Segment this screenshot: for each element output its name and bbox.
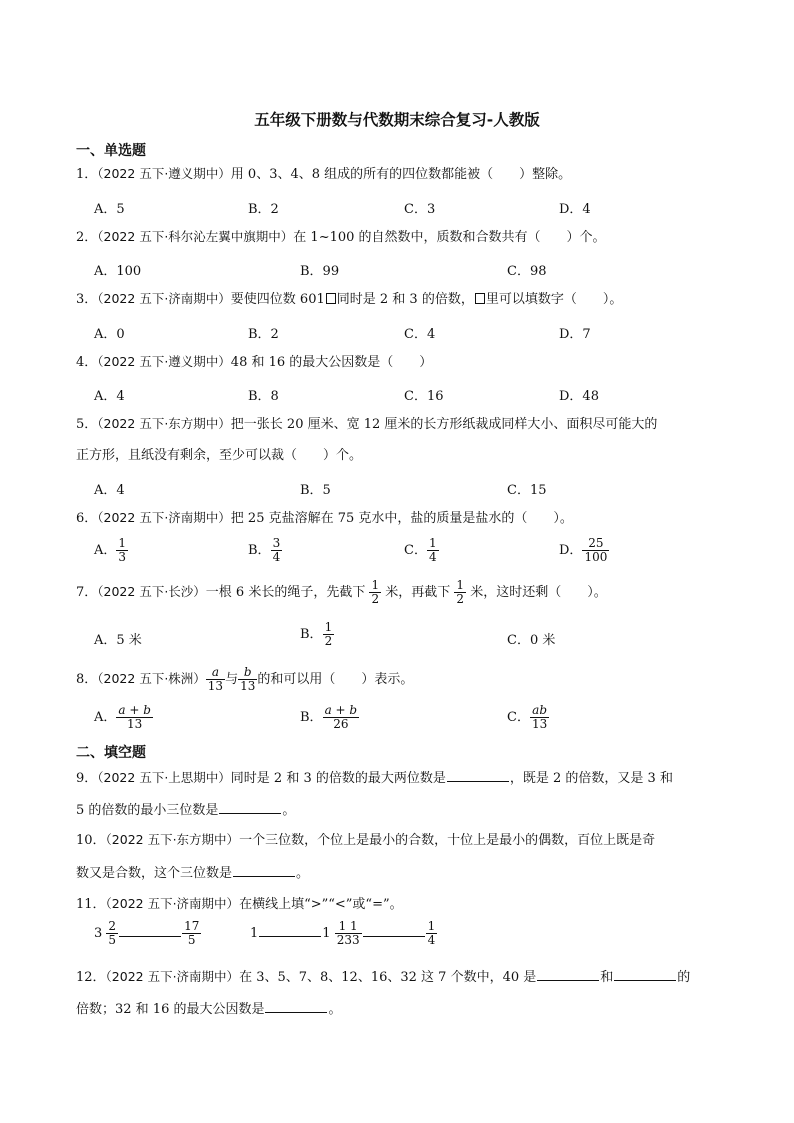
numerator: 1 [371, 578, 380, 592]
numerator: ab [532, 703, 548, 717]
option-c[interactable] [404, 537, 439, 564]
fraction [369, 579, 381, 606]
option-d[interactable]: D．48 [559, 389, 599, 404]
question-text: 数又是合数，这个三位数是 [76, 866, 233, 881]
question-text: ，既是 2 的倍数，又是 3 和 [509, 771, 673, 786]
denominator: 13 [207, 679, 224, 693]
option-label: B． [300, 710, 323, 725]
fraction [206, 666, 225, 693]
question-number: 10． [76, 833, 106, 848]
page-title: 五年级下册数与代数期末综合复习-人教版 [254, 111, 540, 129]
option-a[interactable]: A．0 [94, 327, 125, 342]
denominator: 2 [371, 592, 380, 606]
question-source: （2022 五下·遵义期中） [97, 166, 231, 181]
question-text: 同时是 2 和 3 的倍数的最大两位数是 [230, 771, 446, 786]
fraction [426, 920, 438, 947]
option-a[interactable] [94, 704, 153, 731]
question-text: 一个三位数，个位上是最小的合数，十位上是最小的偶数，百位上既是奇 [239, 833, 656, 848]
question-text: 倍数；32 和 16 的最大公因数是 [76, 1002, 265, 1017]
question-text: 。 [282, 803, 296, 818]
question-source: （2022 五下·济南期中） [97, 510, 231, 525]
option-c[interactable]: C．16 [404, 389, 444, 404]
question-number: 11． [76, 897, 106, 912]
fraction [323, 621, 335, 648]
denominator: 4 [428, 550, 437, 564]
question-text: 要使四位数 601 [230, 292, 325, 307]
question-text: 的和可以用（ ）表示。 [257, 672, 414, 687]
fraction [271, 537, 283, 564]
numerator: 2 [108, 919, 117, 933]
denominator: 2 [324, 634, 333, 648]
question-number: 3． [76, 292, 98, 307]
question-text: 48 和 16 的最大公因数是（ ） [230, 355, 433, 370]
question-text: 米，这时还剩（ ）。 [470, 585, 607, 600]
option-c[interactable]: C．3 [404, 202, 436, 217]
question-5 [76, 415, 657, 434]
numerator: 3 [272, 536, 281, 550]
fraction [335, 920, 362, 947]
question-source: （2022 五下·东方期中） [105, 832, 240, 847]
denominator: 13 [240, 679, 256, 693]
numerator: 25 [588, 536, 604, 550]
fraction [106, 920, 118, 947]
answer-blank[interactable] [363, 923, 425, 937]
numerator: a + b [118, 703, 151, 717]
option-c[interactable]: C．98 [507, 264, 547, 279]
denominator: 233 [336, 933, 360, 947]
question-text: 在 3、5、7、8、12、16、32 这 7 个数中，40 是 [239, 970, 537, 985]
fraction [116, 537, 128, 564]
question-number: 8． [76, 672, 98, 687]
option-label: C． [507, 710, 530, 725]
question-2 [76, 228, 606, 247]
section-heading-single-choice: 一、单选题 [76, 143, 146, 159]
option-b[interactable] [248, 537, 282, 564]
question-source: （2022 五下·科尔沁左翼中旗期中） [97, 229, 294, 244]
option-b[interactable] [300, 704, 359, 731]
question-number: 7． [76, 585, 98, 600]
question-text: 把 25 克盐溶解在 75 克水中，盐的质量是盐水的（ ）。 [230, 511, 573, 526]
option-b[interactable]: B．2 [248, 202, 279, 217]
option-b[interactable]: B．99 [300, 264, 340, 279]
denominator: 3 [118, 550, 127, 564]
denominator: 4 [427, 933, 436, 947]
option-label: C． [404, 543, 427, 558]
option-b[interactable]: B．5 [300, 483, 331, 498]
option-c[interactable]: C．0 米 [507, 633, 556, 648]
question-text: 把一张长 20 厘米、宽 12 厘米的长方形纸裁成同样大小、面积尽可能大的 [230, 417, 658, 432]
question-number: 6． [76, 511, 98, 526]
answer-blank[interactable] [119, 923, 181, 937]
question-text: 里可以填数字（ ）。 [485, 292, 623, 307]
compare-item-2 [250, 920, 437, 947]
numerator: 1 [428, 536, 437, 550]
number: 1 [250, 926, 259, 941]
answer-blank[interactable] [447, 768, 509, 782]
denominator: 100 [584, 550, 608, 564]
option-c[interactable]: C．4 [404, 327, 436, 342]
denominator: 26 [323, 717, 360, 731]
question-text: 一根 6 米长的绳子，先截下 [205, 585, 366, 600]
option-c[interactable]: C．15 [507, 483, 547, 498]
question-12-line-2 [76, 999, 342, 1019]
denominator: 5 [108, 933, 117, 947]
numerator: 1 [118, 536, 127, 550]
option-label: D． [559, 543, 583, 558]
fraction [238, 666, 257, 693]
question-5-line-2: 正方形，且纸没有剩余，至少可以裁（ ）个。 [76, 448, 363, 463]
option-d[interactable]: D．7 [559, 327, 591, 342]
option-b[interactable]: B．8 [248, 389, 279, 404]
fraction [323, 704, 360, 731]
question-number: 9． [76, 771, 98, 786]
numerator: b [243, 665, 252, 679]
question-source: （2022 五下·济南期中） [105, 896, 240, 911]
mixed-number-whole: 3 [94, 926, 103, 941]
fraction [116, 704, 153, 731]
question-text: 。 [328, 1002, 342, 1017]
fraction [582, 537, 609, 564]
denominator: 5 [182, 933, 201, 947]
option-label: B． [300, 627, 323, 642]
question-text: 同时是 2 和 3 的倍数， [336, 292, 474, 307]
question-source: （2022 五下·济南期中） [97, 291, 231, 306]
option-d[interactable]: D．4 [559, 202, 591, 217]
question-text: 。 [296, 866, 310, 881]
answer-blank[interactable] [265, 999, 327, 1013]
question-9-line-2 [76, 800, 295, 820]
question-11 [76, 895, 403, 914]
question-8 [76, 666, 413, 693]
question-1 [76, 165, 571, 184]
denominator: 13 [116, 717, 153, 731]
option-a[interactable]: A．4 [94, 483, 125, 498]
option-label: A． [94, 543, 117, 558]
question-source: （2022 五下·长沙） [97, 584, 206, 599]
question-4 [76, 353, 432, 372]
question-10-line-2 [76, 863, 309, 883]
option-a[interactable]: A．4 [94, 389, 125, 404]
option-c[interactable] [507, 704, 549, 731]
fraction [427, 537, 439, 564]
question-number: 5． [76, 417, 98, 432]
question-source: （2022 五下·上思期中） [97, 770, 231, 785]
compare-item-1 [94, 920, 201, 947]
question-6 [76, 509, 573, 528]
numerator: 1 [427, 919, 436, 933]
question-12 [76, 967, 690, 987]
question-text: 5 的倍数的最小三位数是 [76, 803, 219, 818]
blank-box-icon [326, 293, 336, 304]
blank-box-icon [475, 293, 485, 304]
numerator: 1 1 [338, 919, 358, 933]
fraction [454, 579, 466, 606]
question-number: 1． [76, 167, 98, 182]
option-b[interactable] [300, 621, 334, 648]
option-a[interactable]: A．5 米 [94, 633, 142, 648]
question-9 [76, 768, 673, 788]
question-source: （2022 五下·济南期中） [105, 969, 240, 984]
answer-blank[interactable] [259, 923, 321, 937]
question-10 [76, 831, 655, 850]
option-a[interactable]: A．100 [94, 264, 142, 279]
question-text: 米，再截下 [385, 585, 451, 600]
numerator: 1 [324, 620, 333, 634]
answer-blank[interactable] [233, 863, 295, 877]
numerator: a + b [324, 703, 358, 717]
question-text: 在横线上填“>”“<”或“=”。 [239, 897, 403, 912]
numerator: 1 [456, 578, 465, 592]
denominator: 2 [456, 592, 465, 606]
question-text: 和 [600, 970, 614, 985]
option-d[interactable] [559, 537, 609, 564]
mixed-number-whole: 1 [322, 926, 331, 941]
question-7 [76, 579, 607, 606]
question-text: 在 1~100 的自然数中，质数和合数共有（ ）个。 [293, 230, 606, 245]
question-source: （2022 五下·株洲） [97, 671, 206, 686]
question-number: 2． [76, 230, 98, 245]
option-label: B． [248, 543, 271, 558]
answer-blank[interactable] [537, 967, 599, 981]
question-3 [76, 290, 622, 309]
question-text: 与 [225, 672, 239, 687]
question-number: 4． [76, 355, 98, 370]
option-b[interactable]: B．2 [248, 327, 279, 342]
question-source: （2022 五下·东方期中） [97, 416, 231, 431]
question-text: 用 0、3、4、8 组成的所有的四位数都能被（ ）整除。 [230, 167, 572, 182]
numerator: a [211, 665, 220, 679]
option-a[interactable] [94, 537, 128, 564]
option-label: A． [94, 710, 117, 725]
denominator: 4 [272, 550, 281, 564]
answer-blank[interactable] [614, 967, 676, 981]
option-a[interactable]: A．5 [94, 202, 125, 217]
answer-blank[interactable] [219, 800, 281, 814]
question-source: （2022 五下·遵义期中） [97, 354, 231, 369]
question-text: 的 [677, 970, 691, 985]
denominator: 13 [531, 717, 548, 731]
fraction [530, 704, 549, 731]
section-heading-fill-in: 二、填空题 [76, 745, 146, 761]
fraction [182, 920, 201, 947]
numerator: 17 [184, 919, 200, 933]
question-number: 12． [76, 970, 106, 985]
